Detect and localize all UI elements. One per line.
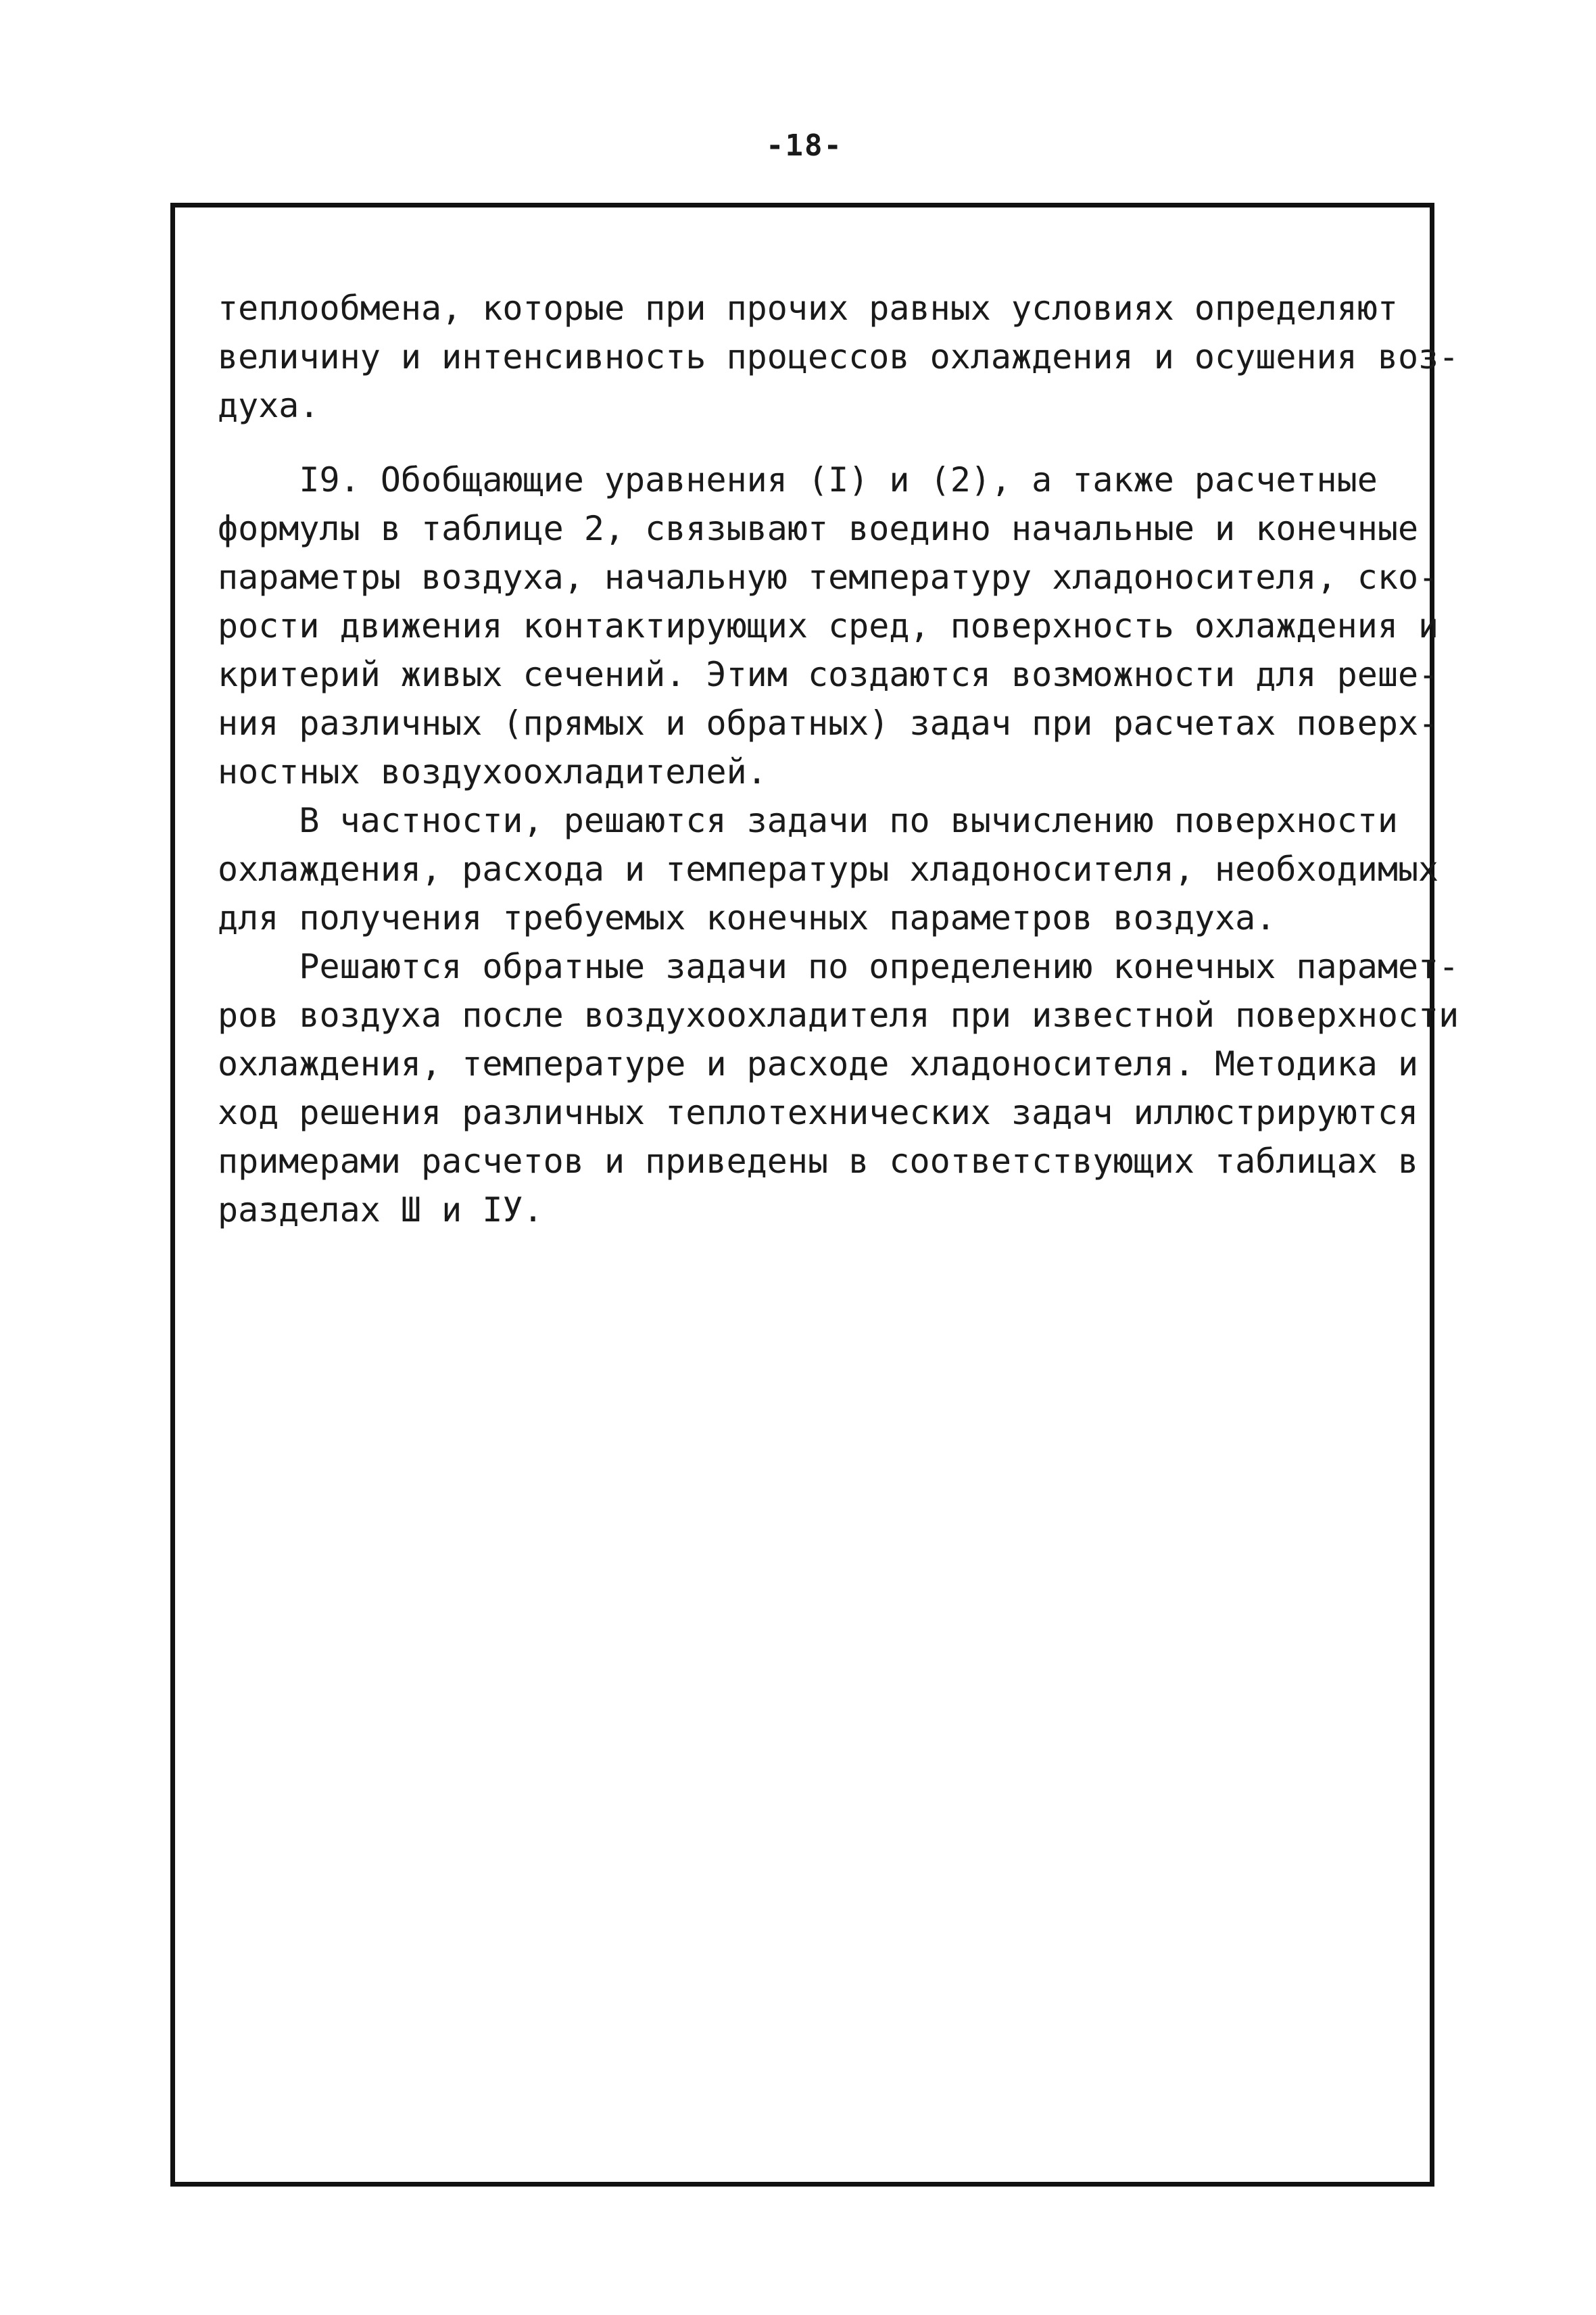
- text-line: примерами расчетов и приведены в соответствующих таблицах в: [218, 1142, 1419, 1181]
- text-line: теплообмена, которые при прочих равных условиях определяют: [218, 289, 1398, 328]
- text-line: ров воздуха после воздухоохладителя при известной поверхности: [218, 996, 1459, 1035]
- page-number: -18-: [766, 128, 843, 163]
- text-line: I9. Обобщающие уравнения (I) и (2), а также расчетные: [218, 460, 1378, 499]
- text-line: ностных воздухоохладителей.: [218, 752, 767, 791]
- text-line: для получения требуемых конечных параметров воздуха.: [218, 898, 1276, 937]
- text-line: величину и интенсивность процессов охлаждения и осушения воз-: [218, 337, 1459, 376]
- text-line: формулы в таблице 2, связывают воедино начальные и конечные: [218, 509, 1419, 548]
- text-line: разделах Ш и IУ.: [218, 1190, 543, 1229]
- paragraph-gap: [218, 430, 1414, 456]
- text-line: рости движения контактирующих сред, поверхность охлаждения и: [218, 606, 1439, 645]
- text-line: параметры воздуха, начальную температуру хладоносителя, ско-: [218, 558, 1439, 597]
- text-line: ния различных (прямых и обратных) задач при расчетах поверх-: [218, 704, 1439, 743]
- text-line: духа.: [218, 386, 320, 425]
- text-line: В частности, решаются задачи по вычислению поверхности: [218, 801, 1398, 840]
- text-line: охлаждения, температуре и расходе хладоносителя. Методика и: [218, 1044, 1419, 1083]
- body-text: [218, 284, 1459, 1234]
- text-line: Решаются обратные задачи по определению конечных парамет-: [218, 947, 1459, 986]
- text-line: критерий живых сечений. Этим создаются возможности для реше-: [218, 655, 1439, 694]
- text-line: охлаждения, расхода и температуры хладоносителя, необходимых: [218, 850, 1439, 889]
- text-line: ход решения различных теплотехнических задач иллюстрируются: [218, 1093, 1419, 1132]
